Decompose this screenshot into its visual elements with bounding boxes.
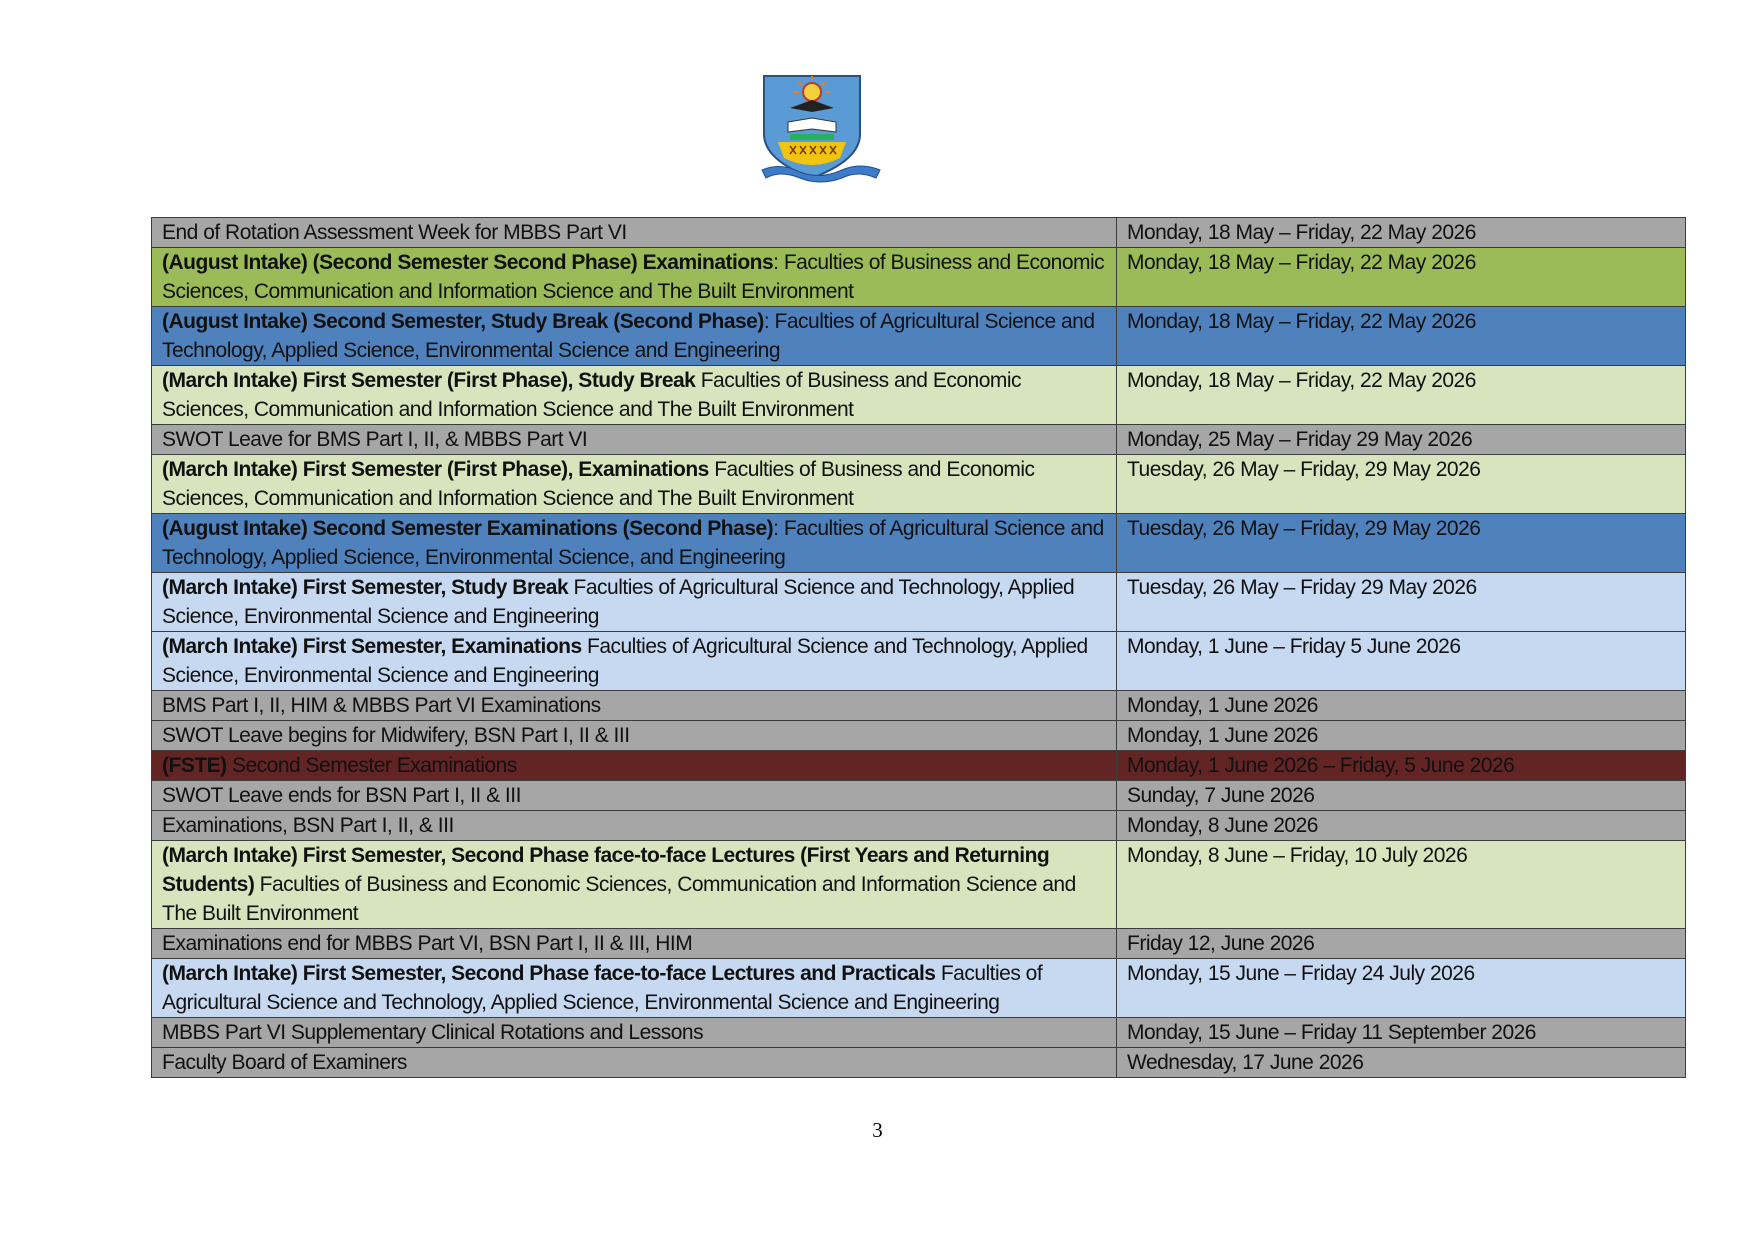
event-text: Faculty Board of Examiners: [162, 1051, 407, 1074]
table-row: [152, 425, 1686, 455]
event-cell: [152, 218, 1117, 248]
date-cell: Monday, 15 June – Friday 24 July 2026: [1117, 959, 1686, 1018]
event-cell: [152, 781, 1117, 811]
event-cell: [152, 1018, 1117, 1048]
table-row: [152, 632, 1686, 691]
event-bold-text: (March Intake) First Semester, Examinations: [162, 635, 582, 658]
event-bold-text: (March Intake) First Semester, Second Phase face-to-face Lectures (First Years and Returning Students): [162, 844, 1050, 896]
date-cell: Monday, 18 May – Friday, 22 May 2026: [1117, 366, 1686, 425]
event-bold-text: (March Intake) First Semester, Second Phase face-to-face Lectures and Practicals: [162, 962, 936, 985]
event-text: Faculties of Agricultural Science and Technology, Applied Science, Environmental Science and Engineering: [162, 576, 1075, 628]
date-cell: Monday, 15 June – Friday 11 September 2026: [1117, 1018, 1686, 1048]
date-cell: Monday, 8 June – Friday, 10 July 2026: [1117, 841, 1686, 929]
table-row: [152, 781, 1686, 811]
university-crest-logo: [760, 74, 882, 186]
event-bold-text: (August Intake) (Second Semester Second Phase) Examinations: [162, 251, 774, 274]
date-cell: Wednesday, 17 June 2026: [1117, 1048, 1686, 1078]
table-row: [152, 721, 1686, 751]
date-cell: Monday, 1 June 2026: [1117, 721, 1686, 751]
event-cell: [152, 691, 1117, 721]
event-text: SWOT Leave begins for Midwifery, BSN Part I, II & III: [162, 724, 630, 747]
event-text: SWOT Leave for BMS Part I, II, & MBBS Part VI: [162, 428, 588, 451]
event-bold-text: (March Intake) First Semester (First Phase), Examinations: [162, 458, 709, 481]
date-cell: Monday, 1 June 2026: [1117, 691, 1686, 721]
event-text: SWOT Leave ends for BSN Part I, II & III: [162, 784, 521, 807]
table-row: [152, 248, 1686, 307]
event-cell: [152, 721, 1117, 751]
event-text: Examinations, BSN Part I, II, & III: [162, 814, 454, 837]
event-text: BMS Part I, II, HIM & MBBS Part VI Examinations: [162, 694, 601, 717]
table-row: [152, 455, 1686, 514]
event-cell: [152, 366, 1117, 425]
table-row: [152, 514, 1686, 573]
event-text: Second Semester Examinations: [226, 754, 517, 777]
table-row: [152, 691, 1686, 721]
table-row: [152, 751, 1686, 781]
academic-calendar-table: [151, 217, 1686, 1078]
event-cell: [152, 751, 1117, 781]
date-cell: Tuesday, 26 May – Friday, 29 May 2026: [1117, 514, 1686, 573]
event-cell: [152, 248, 1117, 307]
date-cell: Monday, 25 May – Friday 29 May 2026: [1117, 425, 1686, 455]
event-text: : Faculties of Agricultural Science and Technology, Applied Science, Environmental Science and Engineering: [162, 310, 1095, 362]
table-row: [152, 929, 1686, 959]
event-bold-text: (August Intake) Second Semester, Study Break (Second Phase): [162, 310, 764, 333]
date-cell: Friday 12, June 2026: [1117, 929, 1686, 959]
event-text: Faculties of Agricultural Science and Technology, Applied Science, Environmental Science and Engineering: [162, 635, 1088, 687]
event-cell: [152, 573, 1117, 632]
table-row: [152, 573, 1686, 632]
event-text: : Faculties of Business and Economic Sciences, Communication and Information Science and The Built Environment: [162, 251, 1105, 303]
page-number: 3: [872, 1118, 883, 1142]
event-bold-text: (FSTE): [162, 754, 227, 777]
table-row: [152, 307, 1686, 366]
event-cell: [152, 841, 1117, 929]
table-row: [152, 1048, 1686, 1078]
event-cell: [152, 514, 1117, 573]
date-cell: Monday, 18 May – Friday, 22 May 2026: [1117, 307, 1686, 366]
event-cell: [152, 307, 1117, 366]
event-text: Faculties of Business and Economic Sciences, Communication and Information Science and The Built Environment: [162, 873, 1076, 925]
event-cell: [152, 455, 1117, 514]
table-row: [152, 218, 1686, 248]
date-cell: Sunday, 7 June 2026: [1117, 781, 1686, 811]
event-text: Faculties of Business and Economic Sciences, Communication and Information Science and The Built Environment: [162, 369, 1022, 421]
event-text: Faculties of Agricultural Science and Technology, Applied Science, Environmental Science and Engineering: [162, 962, 1043, 1014]
table-row: [152, 959, 1686, 1018]
table-row: [152, 366, 1686, 425]
event-bold-text: (March Intake) First Semester, Study Break: [162, 576, 569, 599]
event-cell: [152, 425, 1117, 455]
date-cell: Monday, 1 June 2026 – Friday, 5 June 2026: [1117, 751, 1686, 781]
table-row: [152, 1018, 1686, 1048]
date-cell: Monday, 8 June 2026: [1117, 811, 1686, 841]
date-cell: Monday, 18 May – Friday, 22 May 2026: [1117, 218, 1686, 248]
event-cell: [152, 929, 1117, 959]
event-bold-text: (August Intake) Second Semester Examinations (Second Phase): [162, 517, 774, 540]
event-bold-text: (March Intake) First Semester (First Phase), Study Break: [162, 369, 696, 392]
event-text: : Faculties of Agricultural Science and Technology, Applied Science, Environmental Science, and Engineering: [162, 517, 1104, 569]
event-cell: [152, 632, 1117, 691]
event-cell: [152, 959, 1117, 1018]
date-cell: Tuesday, 26 May – Friday, 29 May 2026: [1117, 455, 1686, 514]
table-row: [152, 811, 1686, 841]
event-text: MBBS Part VI Supplementary Clinical Rotations and Lessons: [162, 1021, 704, 1044]
date-cell: Monday, 18 May – Friday, 22 May 2026: [1117, 248, 1686, 307]
event-cell: [152, 1048, 1117, 1078]
event-text: Faculties of Business and Economic Sciences, Communication and Information Science and The Built Environment: [162, 458, 1035, 510]
date-cell: Monday, 1 June – Friday 5 June 2026: [1117, 632, 1686, 691]
event-text: End of Rotation Assessment Week for MBBS Part VI: [162, 221, 627, 244]
event-text: Examinations end for MBBS Part VI, BSN Part I, II & III, HIM: [162, 932, 693, 955]
event-cell: [152, 811, 1117, 841]
date-cell: Tuesday, 26 May – Friday 29 May 2026: [1117, 573, 1686, 632]
table-row: [152, 841, 1686, 929]
